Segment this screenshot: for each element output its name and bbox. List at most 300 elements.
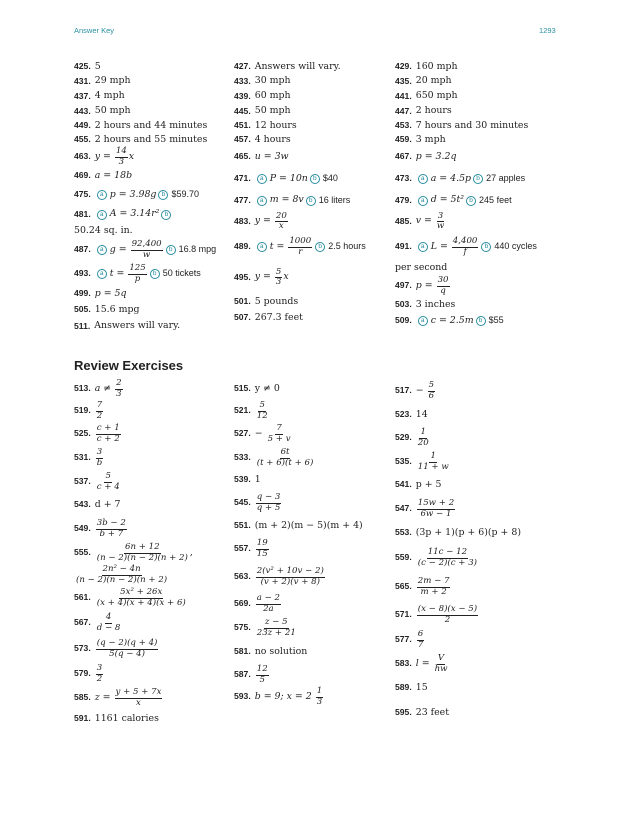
- fraction: [267, 424, 292, 443]
- answer-item: [395, 104, 560, 119]
- answer-value: [95, 106, 131, 116]
- fraction-denominator: p: [134, 273, 141, 284]
- answer-value: [95, 305, 140, 315]
- answer-number: 439.: [234, 90, 251, 101]
- answer-item: [234, 310, 399, 326]
- answer-number: 441.: [395, 90, 412, 101]
- answer-text: 5 pounds: [254, 295, 299, 307]
- answer-number: 559.: [395, 552, 412, 563]
- fraction-numerator: 11c − 12: [427, 547, 468, 558]
- answer-number: 577.: [395, 634, 412, 645]
- answer-text: 15: [415, 681, 428, 693]
- answer-number: 473.: [395, 173, 412, 184]
- answer-part-b: 245 feet: [479, 194, 512, 205]
- fraction-denominator: 5 + v: [267, 433, 291, 444]
- answer-value: [416, 428, 431, 447]
- answer-text: (3p + 1)(p + 6)(p + 8): [415, 526, 521, 538]
- answer-number: 433.: [234, 75, 251, 86]
- answer-number: 585.: [74, 692, 91, 703]
- fraction-denominator: 2: [444, 614, 451, 625]
- fraction: [96, 448, 104, 467]
- fraction-numerator: 20: [275, 210, 287, 221]
- answer-value: [255, 665, 270, 684]
- answer-number: 517.: [395, 385, 412, 396]
- fraction-denominator: 2a: [263, 603, 274, 614]
- fraction-denominator: q + 5: [256, 502, 281, 513]
- answer-number: 479.: [395, 194, 412, 205]
- answer-item: [395, 676, 560, 700]
- answer-number: 581.: [234, 646, 251, 657]
- answers-column-1: [74, 60, 239, 335]
- answer-value: [95, 209, 175, 219]
- answer-number: 485.: [395, 215, 412, 226]
- answer-value: [416, 528, 521, 538]
- answer-value: [416, 76, 452, 86]
- answer-number: 573.: [74, 643, 91, 654]
- part-marker-a-icon: a: [418, 242, 428, 252]
- answer-item: [395, 496, 560, 522]
- answer-prefix: g =: [109, 243, 130, 255]
- answer-number: 535.: [395, 456, 412, 467]
- answer-number: 593.: [234, 691, 251, 702]
- answer-item: [395, 74, 560, 89]
- answer-item: [395, 426, 560, 450]
- answer-text: 1: [254, 473, 261, 485]
- answer-value: [95, 91, 125, 101]
- answer-item: [74, 610, 239, 636]
- answer-item: [74, 60, 239, 74]
- answer-number: 519.: [74, 405, 91, 416]
- fraction: [417, 548, 478, 567]
- fraction-numerator: 5: [105, 471, 111, 482]
- answer-value: [416, 135, 446, 145]
- answer-value: [95, 147, 134, 166]
- answer-value: [416, 381, 436, 400]
- fraction-denominator: d − 8: [96, 622, 121, 633]
- answer-value: [416, 410, 428, 420]
- answer-item: [74, 302, 239, 318]
- answer-value: [255, 401, 270, 420]
- answer-part-a: P = 10n: [269, 172, 308, 184]
- fraction-denominator: 20: [417, 437, 429, 448]
- answer-value: [416, 91, 458, 101]
- fraction: [96, 401, 103, 420]
- answer-value: [95, 76, 131, 86]
- fraction: [131, 240, 163, 259]
- answer-item: [74, 662, 239, 686]
- answer-number: 471.: [234, 173, 251, 184]
- answer-text: a = 18b: [94, 169, 133, 181]
- answer-text: 23 feet: [415, 706, 449, 718]
- answer-value: [416, 62, 458, 72]
- answer-value: [95, 543, 193, 562]
- answer-item: [395, 275, 560, 297]
- answer-value: [255, 121, 297, 131]
- answer-item: [74, 238, 239, 262]
- answer-text: 12 hours: [254, 119, 297, 131]
- fraction: [115, 379, 122, 398]
- fraction: [275, 268, 282, 287]
- answer-number: 507.: [234, 312, 251, 323]
- answer-item: [395, 700, 560, 726]
- answers-column-3: [395, 60, 560, 329]
- answer-prefix: v =: [415, 215, 435, 227]
- fraction: [316, 687, 323, 706]
- fraction-numerator: 6: [417, 629, 424, 640]
- fraction-denominator: (n − 2)(n − 2)(n + 2): [76, 574, 168, 585]
- answer-number: 553.: [395, 527, 412, 538]
- answer-item: [234, 261, 399, 294]
- answer-prefix: y =: [254, 215, 274, 227]
- answer-number: 557.: [234, 543, 251, 554]
- answer-text: (m + 2)(m − 5)(m + 4): [254, 519, 363, 531]
- fraction-denominator: 5(q − 4): [109, 648, 145, 659]
- answer-number: 591.: [74, 713, 91, 724]
- fraction: [417, 499, 455, 518]
- answer-text: p + 5: [415, 478, 442, 490]
- answer-item: [395, 450, 560, 474]
- answer-text: p = 3.2q: [415, 150, 457, 162]
- fraction-numerator: 3b − 2: [96, 518, 126, 529]
- answer-value: [255, 567, 326, 586]
- answer-item: [74, 516, 239, 542]
- answer-item: [395, 147, 560, 167]
- fraction-numerator: 4,400: [452, 236, 478, 247]
- fraction-denominator: (n − 2)(n − 2)(n + 2): [96, 552, 188, 563]
- fraction-denominator: (x + 4)(x + 4)(x + 6): [96, 597, 186, 608]
- answer-value: [255, 475, 261, 485]
- fraction-numerator: 2: [116, 378, 122, 389]
- answer-number: 521.: [234, 405, 251, 416]
- answer-number: 447.: [395, 105, 412, 116]
- answer-value: [255, 313, 303, 323]
- answer-number: 503.: [395, 299, 412, 310]
- answer-value: [416, 548, 479, 567]
- answer-value: [255, 594, 282, 613]
- fraction-numerator: 14: [115, 146, 127, 157]
- answer-value: [95, 588, 188, 607]
- answer-item: [74, 262, 239, 286]
- page-number: 1293: [539, 26, 556, 35]
- answer-part-a: m = 8v: [269, 194, 304, 206]
- answer-item: [395, 522, 560, 544]
- fraction-numerator: 15w + 2: [417, 498, 455, 509]
- answer-number: 427.: [234, 61, 251, 72]
- answer-prefix: z =: [94, 691, 114, 703]
- answer-value: [416, 121, 529, 131]
- answer-item: [74, 378, 239, 400]
- fraction: [452, 237, 479, 256]
- part-marker-b-icon: b: [481, 242, 491, 252]
- fraction-denominator: x: [136, 697, 141, 708]
- answer-number: 595.: [395, 707, 412, 718]
- answer-item: [395, 652, 560, 676]
- fraction-denominator: 23z + 21: [256, 627, 296, 638]
- answer-number: 529.: [395, 432, 412, 443]
- fraction-denominator: 3: [116, 388, 122, 399]
- answer-text: 3 mph: [415, 133, 446, 145]
- answer-part-b: 440 cycles: [494, 241, 537, 252]
- answer-value: [416, 195, 512, 205]
- answer-number: 525.: [74, 428, 91, 439]
- fraction-numerator: 125: [129, 263, 146, 274]
- fraction-numerator: c + 1: [96, 423, 120, 434]
- answer-prefix: a ≠: [94, 382, 115, 394]
- part-marker-a-icon: a: [418, 196, 428, 206]
- answer-number: 465.: [234, 151, 251, 162]
- answer-part-b: $40: [322, 173, 338, 184]
- fraction: [115, 688, 163, 707]
- answer-text: 29 mph: [94, 75, 131, 87]
- answer-suffix: x: [128, 150, 135, 162]
- answer-prefix: b = 9; x = 2: [254, 690, 315, 702]
- answer-text: 2 hours: [415, 105, 452, 117]
- answer-number: 499.: [74, 288, 91, 299]
- answer-item: [234, 89, 399, 104]
- answer-item: [234, 104, 399, 119]
- fraction-denominator: 11 + w: [417, 461, 449, 472]
- answer-value: [95, 289, 127, 299]
- answer-value: [255, 618, 298, 637]
- answer-value: [95, 714, 159, 724]
- answer-value: [416, 152, 457, 162]
- answer-value: [416, 499, 456, 518]
- answer-text: 15.6 mpg: [94, 303, 140, 315]
- fraction-numerator: 12: [256, 664, 268, 675]
- answer-item: [395, 89, 560, 104]
- answer-value: [416, 708, 449, 718]
- answer-continuation: 50.24 sq. in.: [74, 224, 133, 236]
- answer-item: [234, 490, 399, 516]
- answer-item: [74, 710, 239, 728]
- answer-number: 477.: [234, 194, 251, 205]
- fraction-denominator: 3: [118, 156, 125, 167]
- review-column-3: [395, 378, 560, 726]
- answer-item: [74, 185, 239, 205]
- part-marker-b-icon: b: [473, 174, 483, 184]
- fraction: [115, 147, 128, 166]
- fraction-denominator: w: [142, 249, 151, 260]
- answer-item: [74, 542, 239, 564]
- fraction-denominator: 2: [96, 673, 103, 684]
- answer-value: [416, 212, 446, 231]
- answer-item: [74, 147, 239, 167]
- answer-value: [95, 401, 104, 420]
- fraction-numerator: q − 3: [256, 492, 281, 503]
- answer-value: [255, 521, 363, 531]
- answer-number: 463.: [74, 151, 91, 162]
- fraction: [256, 567, 325, 586]
- answer-item: [234, 470, 399, 490]
- fraction: [417, 452, 450, 471]
- answer-suffix: x: [283, 271, 289, 283]
- answer-number: 489.: [234, 241, 251, 252]
- answer-number: 533.: [234, 452, 251, 463]
- answer-number: 545.: [234, 497, 251, 508]
- fraction: [256, 618, 297, 637]
- fraction-numerator: 1000: [289, 236, 312, 247]
- fraction-denominator: 6: [428, 390, 435, 401]
- answer-part-a: d = 5t²: [430, 194, 465, 206]
- answer-item: [395, 628, 560, 652]
- fraction: [256, 448, 315, 467]
- fraction-denominator: c + 4: [96, 481, 120, 492]
- answer-number: 571.: [395, 609, 412, 620]
- answer-part-a: c = 2.5m: [430, 314, 474, 326]
- fraction-denominator: 15: [256, 548, 268, 559]
- answer-value: [95, 240, 216, 259]
- answer-prefix: y =: [94, 150, 114, 162]
- answer-item: [395, 313, 560, 329]
- fraction-numerator: 5: [428, 380, 435, 391]
- answer-value: [255, 91, 291, 101]
- answer-item: [234, 562, 399, 592]
- answer-item: [395, 297, 560, 313]
- fraction-denominator: 6w − 1: [420, 508, 452, 519]
- fraction: [256, 401, 269, 420]
- answer-part-b: 16 liters: [318, 194, 351, 205]
- answer-number: 531.: [74, 452, 91, 463]
- part-marker-b-icon: b: [306, 196, 316, 206]
- fraction-numerator: (x − 8)(x − 5): [417, 604, 478, 615]
- answer-prefix: −: [254, 427, 266, 439]
- answer-text: 4 mph: [94, 90, 125, 102]
- fraction-denominator: 12: [256, 410, 268, 421]
- answer-number: 539.: [234, 474, 251, 485]
- answer-value: [95, 472, 122, 491]
- answer-item: [234, 210, 399, 233]
- answer-number: 537.: [74, 476, 91, 487]
- answer-prefix: l =: [415, 657, 433, 669]
- fraction-denominator: (c − 2)(c + 3): [417, 557, 478, 568]
- answer-value: [255, 135, 291, 145]
- answer-value: [255, 106, 291, 116]
- answer-continuation: per second: [395, 261, 448, 273]
- answer-number: 569.: [234, 598, 251, 609]
- answer-value: [255, 297, 298, 307]
- part-marker-a-icon: a: [257, 242, 267, 252]
- part-marker-b-icon: b: [161, 210, 171, 220]
- answer-number: 513.: [74, 383, 91, 394]
- answer-number: 469.: [74, 170, 91, 181]
- answer-number: 491.: [395, 241, 412, 252]
- answer-item: [395, 191, 560, 210]
- answer-text: 267.3 feet: [254, 311, 303, 323]
- part-marker-a-icon: a: [257, 196, 267, 206]
- answer-number: 575.: [234, 622, 251, 633]
- answer-value: [255, 424, 293, 443]
- answer-value: [95, 448, 105, 467]
- answer-prefix: L =: [430, 240, 451, 252]
- answer-number: 567.: [74, 617, 91, 628]
- answer-prefix: p =: [415, 279, 436, 291]
- fraction: [96, 588, 187, 607]
- answer-item: [74, 494, 239, 516]
- fraction-denominator: r: [298, 246, 303, 257]
- answer-number: 437.: [74, 90, 91, 101]
- answer-item: [234, 74, 399, 89]
- answer-item: [395, 404, 560, 426]
- answer-value: [416, 683, 428, 693]
- answer-number: 453.: [395, 120, 412, 131]
- answer-value: [416, 106, 452, 116]
- answer-item: [234, 664, 399, 686]
- answer-number: 543.: [74, 499, 91, 510]
- answer-number: 497.: [395, 280, 412, 291]
- part-marker-a-icon: a: [418, 316, 428, 326]
- fraction-numerator: 1: [420, 427, 426, 438]
- answer-item: [395, 378, 560, 404]
- answer-value: [95, 639, 160, 658]
- answer-item: [74, 422, 239, 446]
- part-marker-a-icon: a: [97, 245, 107, 255]
- answer-number: 501.: [234, 296, 251, 307]
- review-column-1: [74, 378, 239, 728]
- answer-value: [255, 152, 289, 162]
- answer-item: [234, 294, 399, 310]
- fraction: [96, 664, 103, 683]
- part-marker-b-icon: b: [158, 190, 168, 200]
- fraction: [96, 639, 159, 658]
- answer-item: [234, 446, 399, 470]
- fraction: [417, 605, 478, 624]
- answer-number: 541.: [395, 479, 412, 490]
- fraction: [75, 565, 168, 584]
- fraction-denominator: f: [463, 246, 467, 257]
- answer-value: [416, 577, 452, 596]
- answer-part-b: 16.8 mpg: [178, 244, 217, 255]
- answer-number: 495.: [234, 271, 251, 282]
- fraction-numerator: y + 5 + 7x: [115, 687, 162, 698]
- answer-text: Answers will vary.: [254, 60, 341, 72]
- answer-text: u = 3w: [254, 150, 289, 162]
- answer-value: [95, 62, 101, 72]
- answer-value: [255, 647, 308, 657]
- fraction-denominator: q: [440, 285, 446, 296]
- answer-item: [74, 446, 239, 470]
- answer-item: [74, 133, 239, 147]
- fraction: [275, 212, 288, 231]
- answer-item: [395, 233, 560, 261]
- fraction: [436, 212, 445, 231]
- answer-text: 650 mph: [415, 90, 458, 102]
- answer-item: [74, 470, 239, 494]
- answer-value: [416, 654, 450, 673]
- fraction-numerator: 6n + 12: [124, 542, 160, 553]
- fraction-numerator: V: [437, 653, 445, 664]
- answer-number: 583.: [395, 658, 412, 669]
- answer-value: [95, 190, 199, 200]
- answer-part-a: p = 3.98g: [109, 188, 157, 200]
- fraction-denominator: 3: [275, 277, 282, 287]
- answer-item: [74, 564, 239, 586]
- running-header-title: Answer Key: [74, 26, 115, 35]
- answer-number: 475.: [74, 189, 91, 200]
- answer-item: [234, 60, 399, 74]
- fraction-numerator: 3: [96, 447, 103, 458]
- fraction-numerator: 5: [259, 400, 265, 411]
- answer-text: y ≠ 0: [254, 382, 280, 394]
- fraction-numerator: 2m − 7: [417, 576, 450, 587]
- answer-text: 60 mph: [254, 90, 291, 102]
- answer-item: [234, 640, 399, 664]
- answer-value: [416, 174, 525, 184]
- answer-item: [74, 318, 239, 335]
- answer-value: [255, 687, 324, 706]
- answer-item: [234, 233, 399, 261]
- answer-number: 563.: [234, 571, 251, 582]
- answer-item: [395, 602, 560, 628]
